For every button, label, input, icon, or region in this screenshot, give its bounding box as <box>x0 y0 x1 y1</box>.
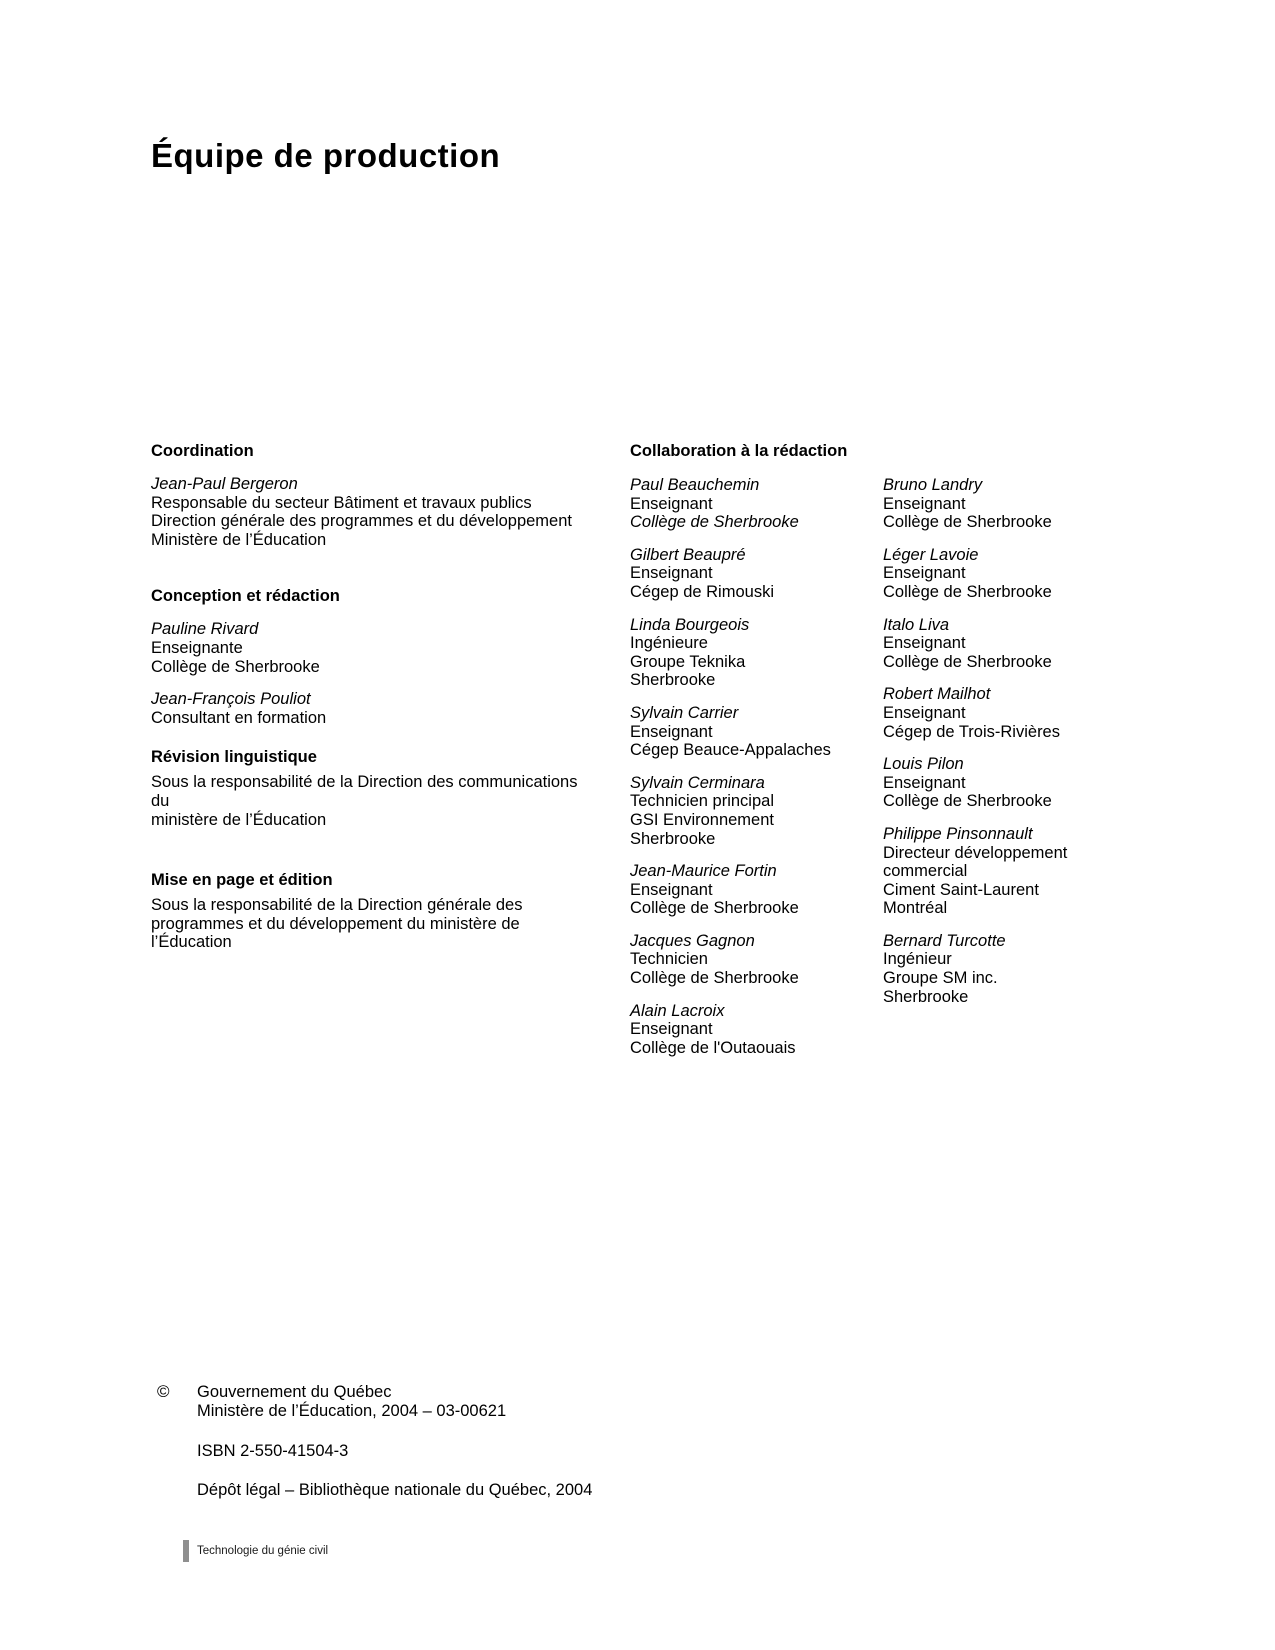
person-entry <box>630 862 876 918</box>
person-detail-line: Direction générale des programmes et du développement <box>151 512 572 531</box>
person-name: Jean-Maurice Fortin <box>630 862 777 881</box>
person-detail-line: commercial <box>883 862 968 881</box>
person-detail-line: Collège de l'Outaouais <box>630 1038 796 1057</box>
paragraph-line: l’Éducation <box>151 933 232 952</box>
person-entry <box>883 616 1129 672</box>
person-name: Bruno Landry <box>883 476 983 494</box>
person-detail-line: Ciment Saint-Laurent <box>883 880 1039 899</box>
person-name: Robert Mailhot <box>883 685 991 704</box>
collaboration-column-2 <box>883 476 1129 1020</box>
person-entry <box>630 1002 876 1058</box>
copyright-text <box>197 1383 592 1500</box>
person-entry <box>630 704 876 760</box>
person-entry <box>883 685 1129 741</box>
section <box>151 748 587 829</box>
person-detail-line: Cégep de Rimouski <box>630 582 774 601</box>
person-detail-line: Enseignant <box>883 564 966 583</box>
person-name: Gilbert Beaupré <box>630 545 746 564</box>
person-detail-line: GSI Environnement <box>630 810 774 829</box>
person-entry <box>883 825 1129 918</box>
person-name: Philippe Pinsonnault <box>883 824 1033 843</box>
paragraph-line: ministère de l’Éducation <box>151 810 327 829</box>
person-name: Italo Liva <box>883 615 950 634</box>
collaboration-column-1 <box>630 476 876 1071</box>
person-detail-line: Sherbrooke <box>630 829 716 848</box>
person-detail-line: Enseignante <box>151 638 243 657</box>
person-detail-line: Cégep Beauce-Appalaches <box>630 741 831 760</box>
person-detail-line: Technicien <box>630 950 708 969</box>
person-entry <box>151 620 587 676</box>
person-entry <box>630 546 876 602</box>
person-name: Bernard Turcotte <box>883 931 1006 950</box>
paragraph-line: Sous la responsabilité de la Direction des communications du <box>151 773 578 810</box>
person-name: Sylvain Carrier <box>630 703 739 722</box>
person-detail-line: Enseignant <box>630 564 713 583</box>
person-detail-line: Cégep de Trois-Rivières <box>883 722 1060 741</box>
person-detail-line: Collège de Sherbrooke <box>883 513 1052 532</box>
person-detail-line: Groupe Teknika <box>630 652 746 671</box>
person-name: Sylvain Cerminara <box>630 773 765 792</box>
person-name: Pauline Rivard <box>151 620 259 639</box>
person-entry <box>883 932 1129 1006</box>
person-entry <box>630 774 876 848</box>
person-detail-line: Collège de Sherbrooke <box>151 657 320 676</box>
person-detail-line: Ministère de l’Éducation <box>151 530 327 549</box>
person-detail-line: Technicien principal <box>630 792 774 811</box>
section-header: Conception et rédaction <box>151 587 340 606</box>
person-detail-line: Enseignant <box>630 494 713 513</box>
section-header: Coordination <box>151 442 254 460</box>
person-detail-line: Enseignant <box>630 1020 713 1039</box>
person-name: Léger Lavoie <box>883 545 979 564</box>
person-entry <box>883 546 1129 602</box>
section-header: Mise en page et édition <box>151 871 333 890</box>
person-detail-line: Enseignant <box>883 494 966 513</box>
person-detail-line: Enseignant <box>883 773 966 792</box>
paragraph-line: Sous la responsabilité de la Direction générale des <box>151 896 523 915</box>
section <box>151 871 587 952</box>
person-detail-line: Collège de Sherbrooke <box>883 792 1052 811</box>
person-detail-line: Collège de Sherbrooke <box>883 582 1052 601</box>
person-detail-line: Enseignant <box>883 703 966 722</box>
person-entry <box>883 755 1129 811</box>
footer-title: Technologie du génie civil <box>197 1545 329 1557</box>
page-footer <box>183 1540 328 1562</box>
section <box>151 442 587 549</box>
copyright-symbol: © <box>157 1382 170 1401</box>
person-name: Jean-Paul Bergeron <box>151 475 298 493</box>
person-entry <box>630 616 876 690</box>
person-detail-line: Ingénieur <box>883 950 952 969</box>
person-detail-line: Enseignant <box>630 722 713 741</box>
person-detail-line: Enseignant <box>630 880 713 899</box>
person-detail-line: Consultant en formation <box>151 708 327 727</box>
collaboration-header: Collaboration à la rédaction <box>630 442 848 460</box>
person-detail-line: Sherbrooke <box>883 987 969 1006</box>
paragraph-line: programmes et du développement du ministère de <box>151 914 520 933</box>
person-name: Alain Lacroix <box>630 1001 725 1020</box>
person-name: Jacques Gagnon <box>630 931 755 950</box>
section <box>151 587 587 727</box>
footer-bar-icon <box>183 1540 189 1562</box>
person-entry <box>630 476 876 532</box>
left-column <box>151 442 587 952</box>
person-entry <box>883 476 1129 532</box>
person-detail-line: Ingénieure <box>630 634 708 653</box>
person-entry <box>630 932 876 988</box>
collaboration-block <box>630 442 1240 1057</box>
person-name: Paul Beauchemin <box>630 476 760 494</box>
person-entry <box>151 690 587 727</box>
person-detail-line: Collège de Sherbrooke <box>883 652 1052 671</box>
person-entry <box>151 475 587 549</box>
copyright-block <box>157 1383 592 1500</box>
person-detail-line: Groupe SM inc. <box>883 969 998 988</box>
person-detail-line: Sherbrooke <box>630 671 716 690</box>
person-name: Jean-François Pouliot <box>151 690 311 709</box>
person-detail-line: Enseignant <box>883 634 966 653</box>
person-detail-line: Collège de Sherbrooke <box>630 899 799 918</box>
person-detail-line: Directeur développement <box>883 843 1068 862</box>
person-name: Louis Pilon <box>883 755 964 774</box>
copyright-line: Ministère de l’Éducation, 2004 – 03-00621 <box>197 1402 507 1420</box>
isbn-line: ISBN 2-550-41504-3 <box>197 1442 349 1460</box>
page-title: Équipe de production <box>151 137 501 174</box>
legal-deposit-line: Dépôt légal – Bibliothèque nationale du Québec, 2004 <box>197 1481 593 1499</box>
person-detail-line: Montréal <box>883 899 948 918</box>
person-detail-line: Collège de Sherbrooke <box>630 513 799 532</box>
person-name: Linda Bourgeois <box>630 615 750 634</box>
copyright-line: Gouvernement du Québec <box>197 1383 392 1401</box>
person-detail-line: Collège de Sherbrooke <box>630 969 799 988</box>
person-detail-line: Responsable du secteur Bâtiment et travaux publics <box>151 493 532 512</box>
section-header: Révision linguistique <box>151 748 317 767</box>
